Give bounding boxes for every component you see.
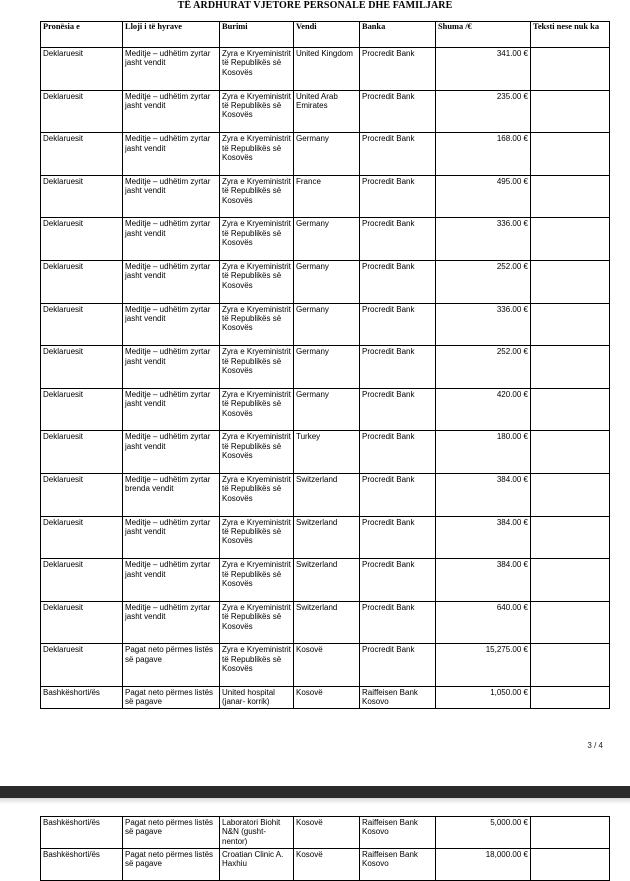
cell-note <box>531 303 610 346</box>
cell-note <box>531 346 610 389</box>
table-row <box>41 260 610 303</box>
cell-source: Zyra e Kryeministrit të Republikës së Kosovës <box>220 260 294 303</box>
cell-income-type: Meditje – udhëtim zyrtar jasht vendit <box>123 218 220 261</box>
cell-income-type: Meditje – udhëtim zyrtar jasht vendit <box>123 346 220 389</box>
page-separator <box>0 786 630 798</box>
cell-source: Zyra e Kryeministrit të Republikës së Kosovës <box>220 133 294 176</box>
table-row <box>41 559 610 602</box>
cell-amount: 384.00 € <box>436 559 531 602</box>
cell-source: Zyra e Kryeministrit të Republikës së Kosovës <box>220 559 294 602</box>
cell-ownership: Deklaruesit <box>41 559 123 602</box>
cell-country: France <box>294 175 360 218</box>
cell-ownership: Deklaruesit <box>41 601 123 644</box>
column-header-note: Teksti nese nuk ka <box>531 22 610 48</box>
cell-ownership: Deklaruesit <box>41 431 123 474</box>
cell-ownership: Bashkëshorti/ës <box>41 849 123 881</box>
cell-note <box>531 559 610 602</box>
cell-note <box>531 686 610 708</box>
cell-ownership: Deklaruesit <box>41 516 123 559</box>
page-number: 3 / 4 <box>587 741 603 750</box>
cell-country: Germany <box>294 133 360 176</box>
cell-country: United Kingdom <box>294 48 360 91</box>
cell-note <box>531 431 610 474</box>
column-header-amount: Shuma /€ <box>436 22 531 48</box>
cell-amount: 235.00 € <box>436 90 531 133</box>
cell-amount: 1,050.00 € <box>436 686 531 708</box>
cell-ownership: Deklaruesit <box>41 133 123 176</box>
cell-income-type: Meditje – udhëtim zyrtar brenda vendit <box>123 473 220 516</box>
cell-bank: Procredit Bank <box>360 303 436 346</box>
cell-source: Croatian Clinic A. Haxhiu <box>220 849 294 881</box>
cell-ownership: Deklaruesit <box>41 260 123 303</box>
cell-income-type: Meditje – udhëtim zyrtar jasht vendit <box>123 388 220 431</box>
table-row <box>41 388 610 431</box>
table-row <box>41 431 610 474</box>
cell-income-type: Meditje – udhëtim zyrtar jasht vendit <box>123 90 220 133</box>
cell-income-type: Meditje – udhëtim zyrtar jasht vendit <box>123 431 220 474</box>
cell-ownership: Deklaruesit <box>41 346 123 389</box>
cell-country: Kosovë <box>294 686 360 708</box>
cell-bank: Procredit Bank <box>360 133 436 176</box>
cell-bank: Raiffeisen Bank Kosovo <box>360 817 436 849</box>
cell-amount: 336.00 € <box>436 303 531 346</box>
cell-amount: 180.00 € <box>436 431 531 474</box>
table-row <box>41 849 610 881</box>
cell-country: Switzerland <box>294 559 360 602</box>
cell-bank: Raiffeisen Bank Kosovo <box>360 849 436 881</box>
cell-source: Zyra e Kryeministrit të Republikës së Kosovës <box>220 48 294 91</box>
cell-income-type: Meditje – udhëtim zyrtar jasht vendit <box>123 48 220 91</box>
cell-ownership: Deklaruesit <box>41 303 123 346</box>
cell-bank: Procredit Bank <box>360 601 436 644</box>
cell-country: Germany <box>294 260 360 303</box>
cell-country: Kosovë <box>294 849 360 881</box>
page-title: TË ARDHURAT VJETORE PERSONALE DHE FAMILJARE <box>177 0 453 11</box>
cell-country: Kosovë <box>294 644 360 687</box>
cell-ownership: Bashkëshorti/ës <box>41 686 123 708</box>
cell-country: United Arab Emirates <box>294 90 360 133</box>
table-row <box>41 175 610 218</box>
cell-country: Germany <box>294 388 360 431</box>
cell-ownership: Deklaruesit <box>41 473 123 516</box>
cell-note <box>531 90 610 133</box>
income-table <box>40 21 610 709</box>
column-header-bank: Banka <box>360 22 436 48</box>
table-row <box>41 218 610 261</box>
cell-income-type: Meditje – udhëtim zyrtar jasht vendit <box>123 516 220 559</box>
table-row <box>41 303 610 346</box>
cell-amount: 384.00 € <box>436 516 531 559</box>
cell-bank: Procredit Bank <box>360 218 436 261</box>
cell-income-type: Pagat neto përmes listës së pagave <box>123 817 220 849</box>
cell-ownership: Deklaruesit <box>41 175 123 218</box>
cell-bank: Procredit Bank <box>360 431 436 474</box>
cell-bank: Procredit Bank <box>360 644 436 687</box>
cell-country: Germany <box>294 218 360 261</box>
cell-income-type: Pagat neto përmes listës së pagave <box>123 644 220 687</box>
cell-source: Zyra e Kryeministrit të Republikës së Kosovës <box>220 516 294 559</box>
cell-source: Laboratori Biohit N&N (gusht-nentor) <box>220 817 294 849</box>
cell-bank: Procredit Bank <box>360 175 436 218</box>
cell-bank: Procredit Bank <box>360 388 436 431</box>
table-row <box>41 346 610 389</box>
cell-note <box>531 388 610 431</box>
cell-country: Switzerland <box>294 516 360 559</box>
cell-country: Kosovë <box>294 817 360 849</box>
cell-note <box>531 175 610 218</box>
cell-bank: Procredit Bank <box>360 48 436 91</box>
table-row <box>41 516 610 559</box>
cell-note <box>531 473 610 516</box>
cell-country: Switzerland <box>294 601 360 644</box>
cell-bank: Raiffeisen Bank Kosovo <box>360 686 436 708</box>
cell-amount: 5,000.00 € <box>436 817 531 849</box>
cell-amount: 336.00 € <box>436 218 531 261</box>
cell-amount: 420.00 € <box>436 388 531 431</box>
cell-ownership: Bashkëshorti/ës <box>41 817 123 849</box>
cell-ownership: Deklaruesit <box>41 218 123 261</box>
cell-note <box>531 516 610 559</box>
cell-country: Turkey <box>294 431 360 474</box>
cell-income-type: Pagat neto përmes listës së pagave <box>123 686 220 708</box>
cell-note <box>531 260 610 303</box>
table-row <box>41 601 610 644</box>
cell-amount: 252.00 € <box>436 260 531 303</box>
cell-amount: 15,275.00 € <box>436 644 531 687</box>
cell-source: Zyra e Kryeministrit të Republikës së Kosovës <box>220 431 294 474</box>
table-row <box>41 473 610 516</box>
cell-country: Germany <box>294 303 360 346</box>
cell-source: United hospital (janar- korrik) <box>220 686 294 708</box>
cell-source: Zyra e Kryeministrit të Republikës së Kosovës <box>220 303 294 346</box>
cell-income-type: Meditje – udhëtim zyrtar jasht vendit <box>123 175 220 218</box>
cell-country: Germany <box>294 346 360 389</box>
income-table-continued <box>40 816 610 881</box>
cell-source: Zyra e Kryeministrit të Republikës së Kosovës <box>220 346 294 389</box>
cell-amount: 252.00 € <box>436 346 531 389</box>
cell-note <box>531 48 610 91</box>
column-header-ownership: Pronësia e <box>41 22 123 48</box>
cell-income-type: Pagat neto përmes listës së pagave <box>123 849 220 881</box>
cell-source: Zyra e Kryeministrit të Republikës së Kosovës <box>220 90 294 133</box>
table-row <box>41 48 610 91</box>
cell-note <box>531 644 610 687</box>
cell-ownership: Deklaruesit <box>41 644 123 687</box>
cell-amount: 168.00 € <box>436 133 531 176</box>
cell-bank: Procredit Bank <box>360 260 436 303</box>
cell-bank: Procredit Bank <box>360 473 436 516</box>
cell-ownership: Deklaruesit <box>41 48 123 91</box>
cell-source: Zyra e Kryeministrit të Republikës së Kosovës <box>220 601 294 644</box>
column-header-income-type: Lloji i të hyrave <box>123 22 220 48</box>
cell-source: Zyra e Kryeministrit të Republikës së Kosovës <box>220 388 294 431</box>
cell-source: Zyra e Kryeministrit të Republikës së Kosovës <box>220 218 294 261</box>
table-row <box>41 644 610 687</box>
cell-amount: 495.00 € <box>436 175 531 218</box>
cell-bank: Procredit Bank <box>360 516 436 559</box>
table-row <box>41 686 610 708</box>
cell-bank: Procredit Bank <box>360 559 436 602</box>
table-row <box>41 90 610 133</box>
cell-ownership: Deklaruesit <box>41 388 123 431</box>
cell-income-type: Meditje – udhëtim zyrtar jasht vendit <box>123 559 220 602</box>
table-row <box>41 817 610 849</box>
cell-note <box>531 817 610 849</box>
cell-country: Switzerland <box>294 473 360 516</box>
cell-note <box>531 601 610 644</box>
cell-income-type: Meditje – udhëtim zyrtar jasht vendit <box>123 303 220 346</box>
cell-amount: 384.00 € <box>436 473 531 516</box>
cell-source: Zyra e Kryeministrit të Republikës së Kosovës <box>220 175 294 218</box>
cell-note <box>531 218 610 261</box>
cell-amount: 341.00 € <box>436 48 531 91</box>
cell-note <box>531 849 610 881</box>
cell-bank: Procredit Bank <box>360 346 436 389</box>
column-header-country: Vendi <box>294 22 360 48</box>
page-shadow <box>0 798 630 804</box>
cell-source: Zyra e Kryeministrit të Republikës së Kosovës <box>220 644 294 687</box>
column-header-source: Burimi <box>220 22 294 48</box>
cell-income-type: Meditje – udhëtim zyrtar jasht vendit <box>123 133 220 176</box>
cell-bank: Procredit Bank <box>360 90 436 133</box>
cell-income-type: Meditje – udhëtim zyrtar jasht vendit <box>123 601 220 644</box>
cell-ownership: Deklaruesit <box>41 90 123 133</box>
cell-income-type: Meditje – udhëtim zyrtar jasht vendit <box>123 260 220 303</box>
cell-source: Zyra e Kryeministrit të Republikës së Kosovës <box>220 473 294 516</box>
table-row <box>41 133 610 176</box>
cell-amount: 640.00 € <box>436 601 531 644</box>
table-header-row <box>41 22 610 48</box>
cell-note <box>531 133 610 176</box>
cell-amount: 18,000.00 € <box>436 849 531 881</box>
